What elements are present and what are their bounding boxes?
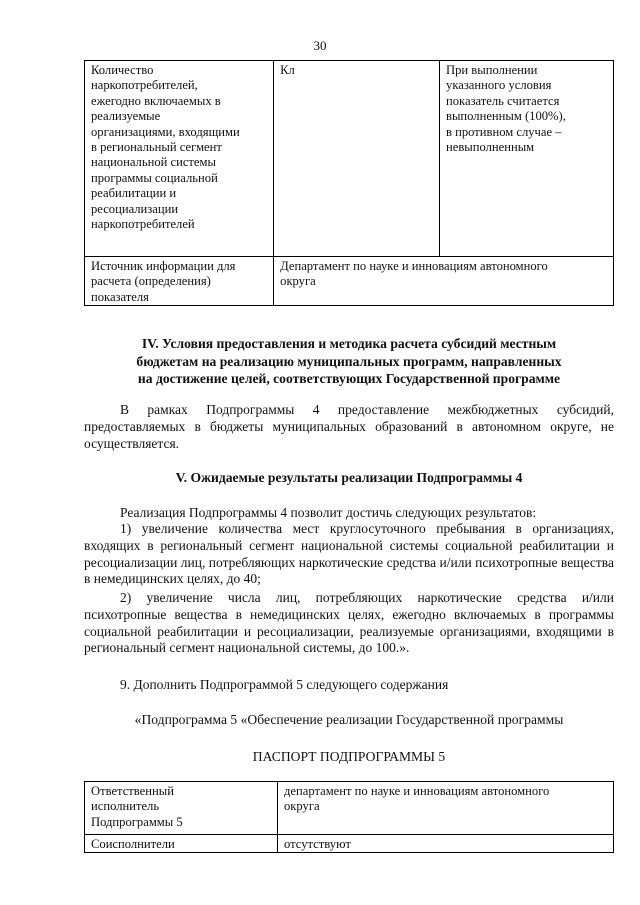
indicator-table (84, 60, 614, 306)
responsible-executor-label: Ответственный исполнитель Подпрограммы 5 (91, 784, 183, 829)
table-cell (278, 835, 614, 853)
table-row (85, 257, 614, 306)
co-executors-value: отсутствуют (284, 837, 351, 851)
indicator-symbol: Кл (280, 63, 295, 77)
section-5-heading: V. Ожидаемые результаты реализации Подпрограммы 4 (175, 470, 523, 485)
info-source-label: Источник информации для расчета (определения) показателя (91, 259, 236, 304)
co-executors-label: Соисполнители (91, 837, 175, 851)
section-4-paragraph: В рамках Подпрограммы 4 предоставление межбюджетных субсидий, предоставляемых в бюджеты муниципальных образований в автономном округе, не осуществляется. (84, 402, 614, 451)
table-cell (274, 257, 614, 306)
passport-table (84, 781, 614, 853)
page-number: 30 (313, 38, 327, 53)
table-row (85, 782, 614, 835)
table-cell (85, 61, 274, 257)
table-cell (85, 835, 278, 853)
passport-title: ПАСПОРТ ПОДПРОГРАММЫ 5 (252, 749, 446, 764)
section-4-heading: IV. Условия предоставления и методика расчета субсидий местным бюджетам на реализацию муниципальных программ, направленных на достижение целей, соответствующих Государственной программе (136, 336, 562, 386)
table-cell (278, 782, 614, 835)
table-cell (85, 782, 278, 835)
result-item-2: 2) увеличение числа лиц, потребляющих наркотические средства и/или психотропные вещества в немедицинских целях, ежегодно включаемых в программы социальной реабилитации и ресоциализации, реализуемые организациями, входящими в региональный сегмент национальной системы, до 100.». (84, 590, 614, 656)
table-row (85, 61, 614, 257)
responsible-executor-value: департамент по науке и инновациям автономного округа (284, 784, 550, 814)
info-source-value: Департамент по науке и инновациям автономного округа (280, 259, 548, 289)
table-cell (274, 61, 440, 257)
subprogram-5-title: «Подпрограмма 5 «Обеспечение реализации Государственной программы (134, 712, 564, 727)
section-5-intro: Реализация Подпрограммы 4 позволит достичь следующих результатов: (120, 505, 537, 520)
table-row (85, 835, 614, 853)
amendment-item-9: 9. Дополнить Подпрограммой 5 следующего содержания (120, 677, 449, 692)
indicator-condition: При выполнении указанного условия показатель считается выполненным (100%), в противном случае – невыполненным (446, 63, 566, 155)
table-cell (440, 61, 614, 257)
indicator-name: Количество наркопотребителей, ежегодно включаемых в реализуемые организациями, входящими в региональный сегмент национальной системы программы социальной реабилитации и ресоциализации наркопотребителей (91, 63, 240, 232)
table-cell (85, 257, 274, 306)
result-item-1: 1) увеличение количества мест круглосуточного пребывания в организациях, входящих в региональный сегмент национальной системы социальной реабилитации и ресоциализации лиц, потребляющих наркотические средства и/или психотропные вещества в немедицинских целях, до 40; (84, 521, 614, 587)
